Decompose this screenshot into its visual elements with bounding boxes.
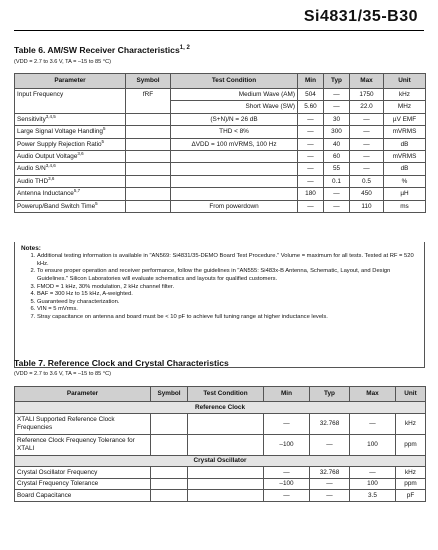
parameter-note-ref: 3,4,6 xyxy=(45,163,56,169)
min-cell: — xyxy=(298,138,324,150)
parameter-cell: Crystal Frequency Tolerance xyxy=(15,478,151,490)
table7-conditions: (VDD = 2.7 to 3.6 V, TA = –15 to 85 °C) xyxy=(14,371,111,377)
symbol-cell xyxy=(151,467,188,479)
column-header: Unit xyxy=(384,74,426,89)
parameter-note-ref: 5,7 xyxy=(73,188,81,194)
parameter-cell xyxy=(15,138,126,150)
table-row xyxy=(15,126,426,138)
condition-cell xyxy=(171,163,298,175)
table-row xyxy=(15,101,426,113)
note-item: 7. Stray capacitance on antenna and board must be < 10 pF to achieve full tuning range at higher inductance levels. xyxy=(37,314,418,322)
table7 xyxy=(14,386,426,502)
condition-cell: ΔVDD = 100 mVRMS, 100 Hz xyxy=(171,138,298,150)
note-item: 6. VIN = 5 mVrms. xyxy=(37,306,418,314)
parameter-cell: XTALI Supported Reference Clock Frequencies xyxy=(15,413,151,434)
unit-cell: µV EMF xyxy=(384,113,426,125)
condition-cell: Short Wave (SW) xyxy=(171,101,298,113)
max-cell: 100 xyxy=(350,434,396,455)
max-cell: 100 xyxy=(350,478,396,490)
symbol-cell: fRF xyxy=(126,89,171,101)
section-row xyxy=(15,455,426,467)
unit-cell: ms xyxy=(384,200,426,212)
typ-cell: — xyxy=(324,188,350,200)
condition-cell: (S+N)/N = 26 dB xyxy=(171,113,298,125)
typ-cell: 0.1 xyxy=(324,175,350,187)
column-header: Min xyxy=(264,387,310,402)
symbol-cell xyxy=(126,200,171,212)
column-header: Typ xyxy=(324,74,350,89)
parameter-text: Powerup/Band Switch Time xyxy=(17,202,96,210)
min-cell: — xyxy=(298,126,324,138)
symbol-cell xyxy=(126,188,171,200)
max-cell: — xyxy=(350,126,384,138)
parameter-cell xyxy=(15,113,126,125)
parameter-text: Audio THD xyxy=(17,177,49,185)
symbol-cell xyxy=(151,490,188,502)
min-cell: — xyxy=(298,175,324,187)
unit-cell: kHz xyxy=(396,467,426,479)
table-row xyxy=(15,490,426,502)
min-cell: — xyxy=(264,413,310,434)
condition-cell: THD < 8% xyxy=(171,126,298,138)
table6-header-row xyxy=(15,74,426,89)
unit-cell: ppm xyxy=(396,434,426,455)
condition-cell: From powerdown xyxy=(171,200,298,212)
column-header: Unit xyxy=(396,387,426,402)
parameter-text: Power Supply Rejection Ratio xyxy=(17,140,102,148)
table6-title-sup: 1, 2 xyxy=(179,45,190,52)
unit-cell: ppm xyxy=(396,478,426,490)
max-cell: — xyxy=(350,113,384,125)
table6 xyxy=(14,73,426,213)
table6-conditions: (VDD = 2.7 to 3.6 V, TA = –15 to 85 °C) xyxy=(14,59,111,65)
parameter-text: Large Signal Voltage Handling xyxy=(17,128,103,136)
parameter-note-ref: 5 xyxy=(95,200,98,206)
unit-cell: µH xyxy=(384,188,426,200)
symbol-cell xyxy=(126,126,171,138)
table7-title: Table 7. Reference Clock and Crystal Characteristics xyxy=(14,358,229,368)
unit-cell: % xyxy=(384,175,426,187)
condition-cell xyxy=(188,478,264,490)
part-number-title: Si4831/35-B30 xyxy=(303,8,418,25)
parameter-cell xyxy=(15,175,126,187)
column-header: Test Condition xyxy=(171,74,298,89)
parameter-cell xyxy=(15,101,126,113)
max-cell: 110 xyxy=(350,200,384,212)
column-header: Symbol xyxy=(126,74,171,89)
note-item: 5. Guaranteed by characterization. xyxy=(37,299,418,307)
symbol-cell xyxy=(126,101,171,113)
typ-cell: 30 xyxy=(324,113,350,125)
column-header: Parameter xyxy=(15,74,126,89)
max-cell: — xyxy=(350,163,384,175)
min-cell: –100 xyxy=(264,434,310,455)
parameter-text: Antenna Inductance xyxy=(17,190,74,198)
parameter-cell: Reference Clock Frequency Tolerance for XTALI xyxy=(15,434,151,455)
unit-cell: kHz xyxy=(396,413,426,434)
typ-cell: — xyxy=(324,200,350,212)
table-row xyxy=(15,200,426,212)
document-header xyxy=(0,0,438,36)
table-row xyxy=(15,188,426,200)
parameter-cell xyxy=(15,89,126,101)
section-heading: Crystal Oscillator xyxy=(15,455,426,467)
typ-cell: 32.768 xyxy=(310,413,350,434)
note-item: 3. FMOD = 1 kHz, 30% modulation, 2 kHz channel filter. xyxy=(37,284,418,292)
typ-cell: 60 xyxy=(324,150,350,162)
table-row xyxy=(15,113,426,125)
parameter-text: Input Frequency xyxy=(17,91,64,99)
table-row xyxy=(15,150,426,162)
min-cell: — xyxy=(264,490,310,502)
table-row xyxy=(15,138,426,150)
typ-cell: 40 xyxy=(324,138,350,150)
table7-header-row xyxy=(15,387,426,402)
parameter-note-ref: 3,4,5 xyxy=(45,113,56,119)
min-cell: 504 xyxy=(298,89,324,101)
max-cell: — xyxy=(350,138,384,150)
note-item: 4. BAF = 300 Hz to 15 kHz, A-weighted. xyxy=(37,291,418,299)
parameter-cell xyxy=(15,163,126,175)
condition-cell xyxy=(171,188,298,200)
typ-cell: — xyxy=(310,434,350,455)
min-cell: — xyxy=(298,150,324,162)
min-cell: — xyxy=(298,113,324,125)
min-cell: 180 xyxy=(298,188,324,200)
symbol-cell xyxy=(126,163,171,175)
table6-title xyxy=(14,45,190,55)
max-cell: 22.0 xyxy=(350,101,384,113)
max-cell: — xyxy=(350,150,384,162)
symbol-cell xyxy=(151,434,188,455)
notes-list xyxy=(21,253,418,322)
typ-cell: — xyxy=(324,89,350,101)
column-header: Min xyxy=(298,74,324,89)
unit-cell: kHz xyxy=(384,89,426,101)
parameter-cell xyxy=(15,200,126,212)
max-cell: — xyxy=(350,413,396,434)
unit-cell: dB xyxy=(384,138,426,150)
symbol-cell xyxy=(126,113,171,125)
parameter-note-ref: 5 xyxy=(102,126,106,132)
symbol-cell xyxy=(126,175,171,187)
max-cell: — xyxy=(350,467,396,479)
notes-heading: Notes: xyxy=(21,245,41,252)
max-cell: 450 xyxy=(350,188,384,200)
typ-cell: 55 xyxy=(324,163,350,175)
table6-notes xyxy=(14,242,425,368)
parameter-cell xyxy=(15,188,126,200)
min-cell: 5.60 xyxy=(298,101,324,113)
table6-title-text: Table 6. AM/SW Receiver Characteristics xyxy=(14,45,180,55)
symbol-cell xyxy=(126,138,171,150)
header-rule xyxy=(14,30,424,31)
parameter-text: Sensitivity xyxy=(17,115,46,123)
parameter-cell xyxy=(15,150,126,162)
column-header: Parameter xyxy=(15,387,151,402)
column-header: Test Condition xyxy=(188,387,264,402)
unit-cell: mVRMS xyxy=(384,150,426,162)
section-heading: Reference Clock xyxy=(15,402,426,414)
condition-cell: Medium Wave (AM) xyxy=(171,89,298,101)
condition-cell xyxy=(188,490,264,502)
typ-cell: — xyxy=(324,101,350,113)
min-cell: — xyxy=(264,467,310,479)
max-cell: 1750 xyxy=(350,89,384,101)
max-cell: 0.5 xyxy=(350,175,384,187)
condition-cell xyxy=(171,175,298,187)
max-cell: 3.5 xyxy=(350,490,396,502)
condition-cell xyxy=(188,413,264,434)
table-row xyxy=(15,467,426,479)
typ-cell: 300 xyxy=(324,126,350,138)
parameter-cell xyxy=(15,126,126,138)
parameter-note-ref: 3,6 xyxy=(77,150,84,156)
condition-cell xyxy=(171,150,298,162)
condition-cell xyxy=(188,467,264,479)
parameter-cell: Board Capacitance xyxy=(15,490,151,502)
symbol-cell xyxy=(126,150,171,162)
table-row xyxy=(15,413,426,434)
parameter-note-ref: 3,6 xyxy=(48,175,55,181)
symbol-cell xyxy=(151,478,188,490)
parameter-cell: Crystal Oscillator Frequency xyxy=(15,467,151,479)
unit-cell: pF xyxy=(396,490,426,502)
unit-cell: mVRMS xyxy=(384,126,426,138)
typ-cell: 32.768 xyxy=(310,467,350,479)
column-header: Max xyxy=(350,387,396,402)
section-row xyxy=(15,402,426,414)
typ-cell: — xyxy=(310,490,350,502)
parameter-note-ref: 5 xyxy=(101,138,105,144)
table-row xyxy=(15,175,426,187)
min-cell: — xyxy=(298,200,324,212)
note-item: 1. Additional testing information is available in "AN569: Si4831/35-DEMO Board Test Procedure." Volume = maximum for all tests. Tested at RF = 520 kHz. xyxy=(37,253,418,268)
min-cell: –100 xyxy=(264,478,310,490)
note-item: 2. To ensure proper operation and receiver performance, follow the guidelines in "AN555: Si483x-B Antenna, Schematic, Layout, and Design Guidelines." Silicon Laboratories will evaluate schematics and layouts for qualified customers. xyxy=(37,268,418,283)
table-row xyxy=(15,89,426,101)
table-row xyxy=(15,163,426,175)
column-header: Typ xyxy=(310,387,350,402)
table-row xyxy=(15,434,426,455)
unit-cell: MHz xyxy=(384,101,426,113)
symbol-cell xyxy=(151,413,188,434)
typ-cell: — xyxy=(310,478,350,490)
condition-cell xyxy=(188,434,264,455)
parameter-text: Audio Output Voltage xyxy=(17,152,78,160)
parameter-text: Audio S/N xyxy=(17,165,46,173)
table-row xyxy=(15,478,426,490)
min-cell: — xyxy=(298,163,324,175)
column-header: Max xyxy=(350,74,384,89)
column-header: Symbol xyxy=(151,387,188,402)
unit-cell: dB xyxy=(384,163,426,175)
